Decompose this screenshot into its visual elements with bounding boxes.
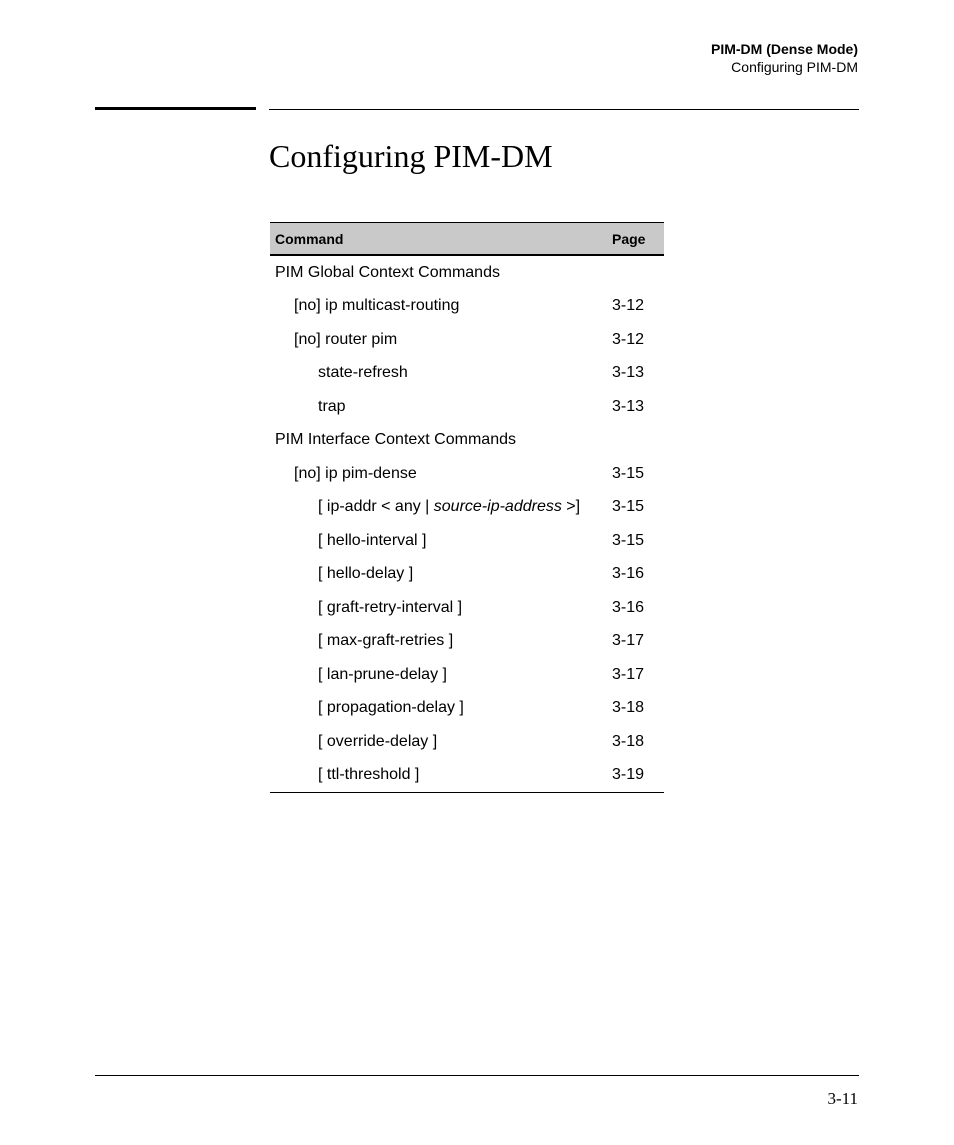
table-row <box>270 491 664 525</box>
page-ref: 3-15 <box>612 531 645 549</box>
page-ref: 3-18 <box>612 732 645 750</box>
command-prefix: [ ip-addr < any | <box>318 498 434 516</box>
page-ref: 3-17 <box>612 632 645 650</box>
table-row <box>270 390 664 424</box>
command-cell: [ hello-delay ] <box>318 565 414 583</box>
command-cell: [ max-graft-retries ] <box>318 632 454 650</box>
page-ref: 3-18 <box>612 699 645 717</box>
table-row <box>270 759 664 793</box>
page-ref: 3-15 <box>612 498 645 516</box>
command-cell: [ graft-retry-interval ] <box>318 598 463 616</box>
table-row <box>270 558 664 592</box>
command-cell: [ override-delay ] <box>318 732 438 750</box>
table-header-row <box>270 223 664 256</box>
command-cell: [no] ip multicast-routing <box>294 297 460 315</box>
table-row <box>270 524 664 558</box>
table-row <box>270 692 664 726</box>
command-table <box>270 222 664 793</box>
chapter-title: PIM-DM (Dense Mode) <box>711 41 858 57</box>
command-group-heading: PIM Global Context Commands <box>275 263 500 281</box>
section-title: Configuring PIM-DM <box>731 59 858 75</box>
command-cell: [ ttl-threshold ] <box>270 759 612 793</box>
command-group-heading: PIM Interface Context Commands <box>275 431 516 449</box>
footer-rule <box>95 1075 859 1076</box>
header-rule <box>269 109 859 110</box>
command-cell <box>270 491 612 525</box>
table-row <box>270 625 664 659</box>
table-row <box>270 725 664 759</box>
table-row <box>270 658 664 692</box>
page-ref <box>612 255 664 290</box>
command-cell: [ propagation-delay ] <box>318 699 464 717</box>
table-row <box>270 290 664 324</box>
command-cell: trap <box>318 397 346 415</box>
page-ref: 3-13 <box>612 397 645 415</box>
command-cell: [ lan-prune-delay ] <box>318 665 447 683</box>
page-ref: 3-16 <box>612 598 645 616</box>
page-ref <box>612 424 664 458</box>
page-number: 3-11 <box>827 1089 858 1108</box>
command-cell: [ hello-interval ] <box>318 531 427 549</box>
table-row <box>270 323 664 357</box>
header-accent-rule <box>95 107 256 110</box>
command-italic-param: source-ip-address <box>433 498 562 516</box>
page-ref: 3-12 <box>612 297 645 315</box>
page-ref: 3-17 <box>612 665 645 683</box>
running-header <box>711 40 858 76</box>
table-row <box>270 457 664 491</box>
command-cell: state-refresh <box>318 364 408 382</box>
column-header-command: Command <box>270 223 612 256</box>
table-row <box>270 357 664 391</box>
table-row <box>270 424 664 458</box>
page-ref: 3-12 <box>612 330 645 348</box>
page-ref: 3-15 <box>612 464 645 482</box>
page-ref: 3-16 <box>612 565 645 583</box>
page-title: Configuring PIM-DM <box>269 138 553 174</box>
command-cell: [no] ip pim-dense <box>294 464 417 482</box>
table-row <box>270 255 664 290</box>
page-ref: 3-19 <box>612 759 664 793</box>
table-row <box>270 591 664 625</box>
page-ref: 3-13 <box>612 364 645 382</box>
command-cell: [no] router pim <box>294 330 398 348</box>
column-header-page: Page <box>612 223 664 256</box>
command-suffix: >] <box>561 498 581 516</box>
